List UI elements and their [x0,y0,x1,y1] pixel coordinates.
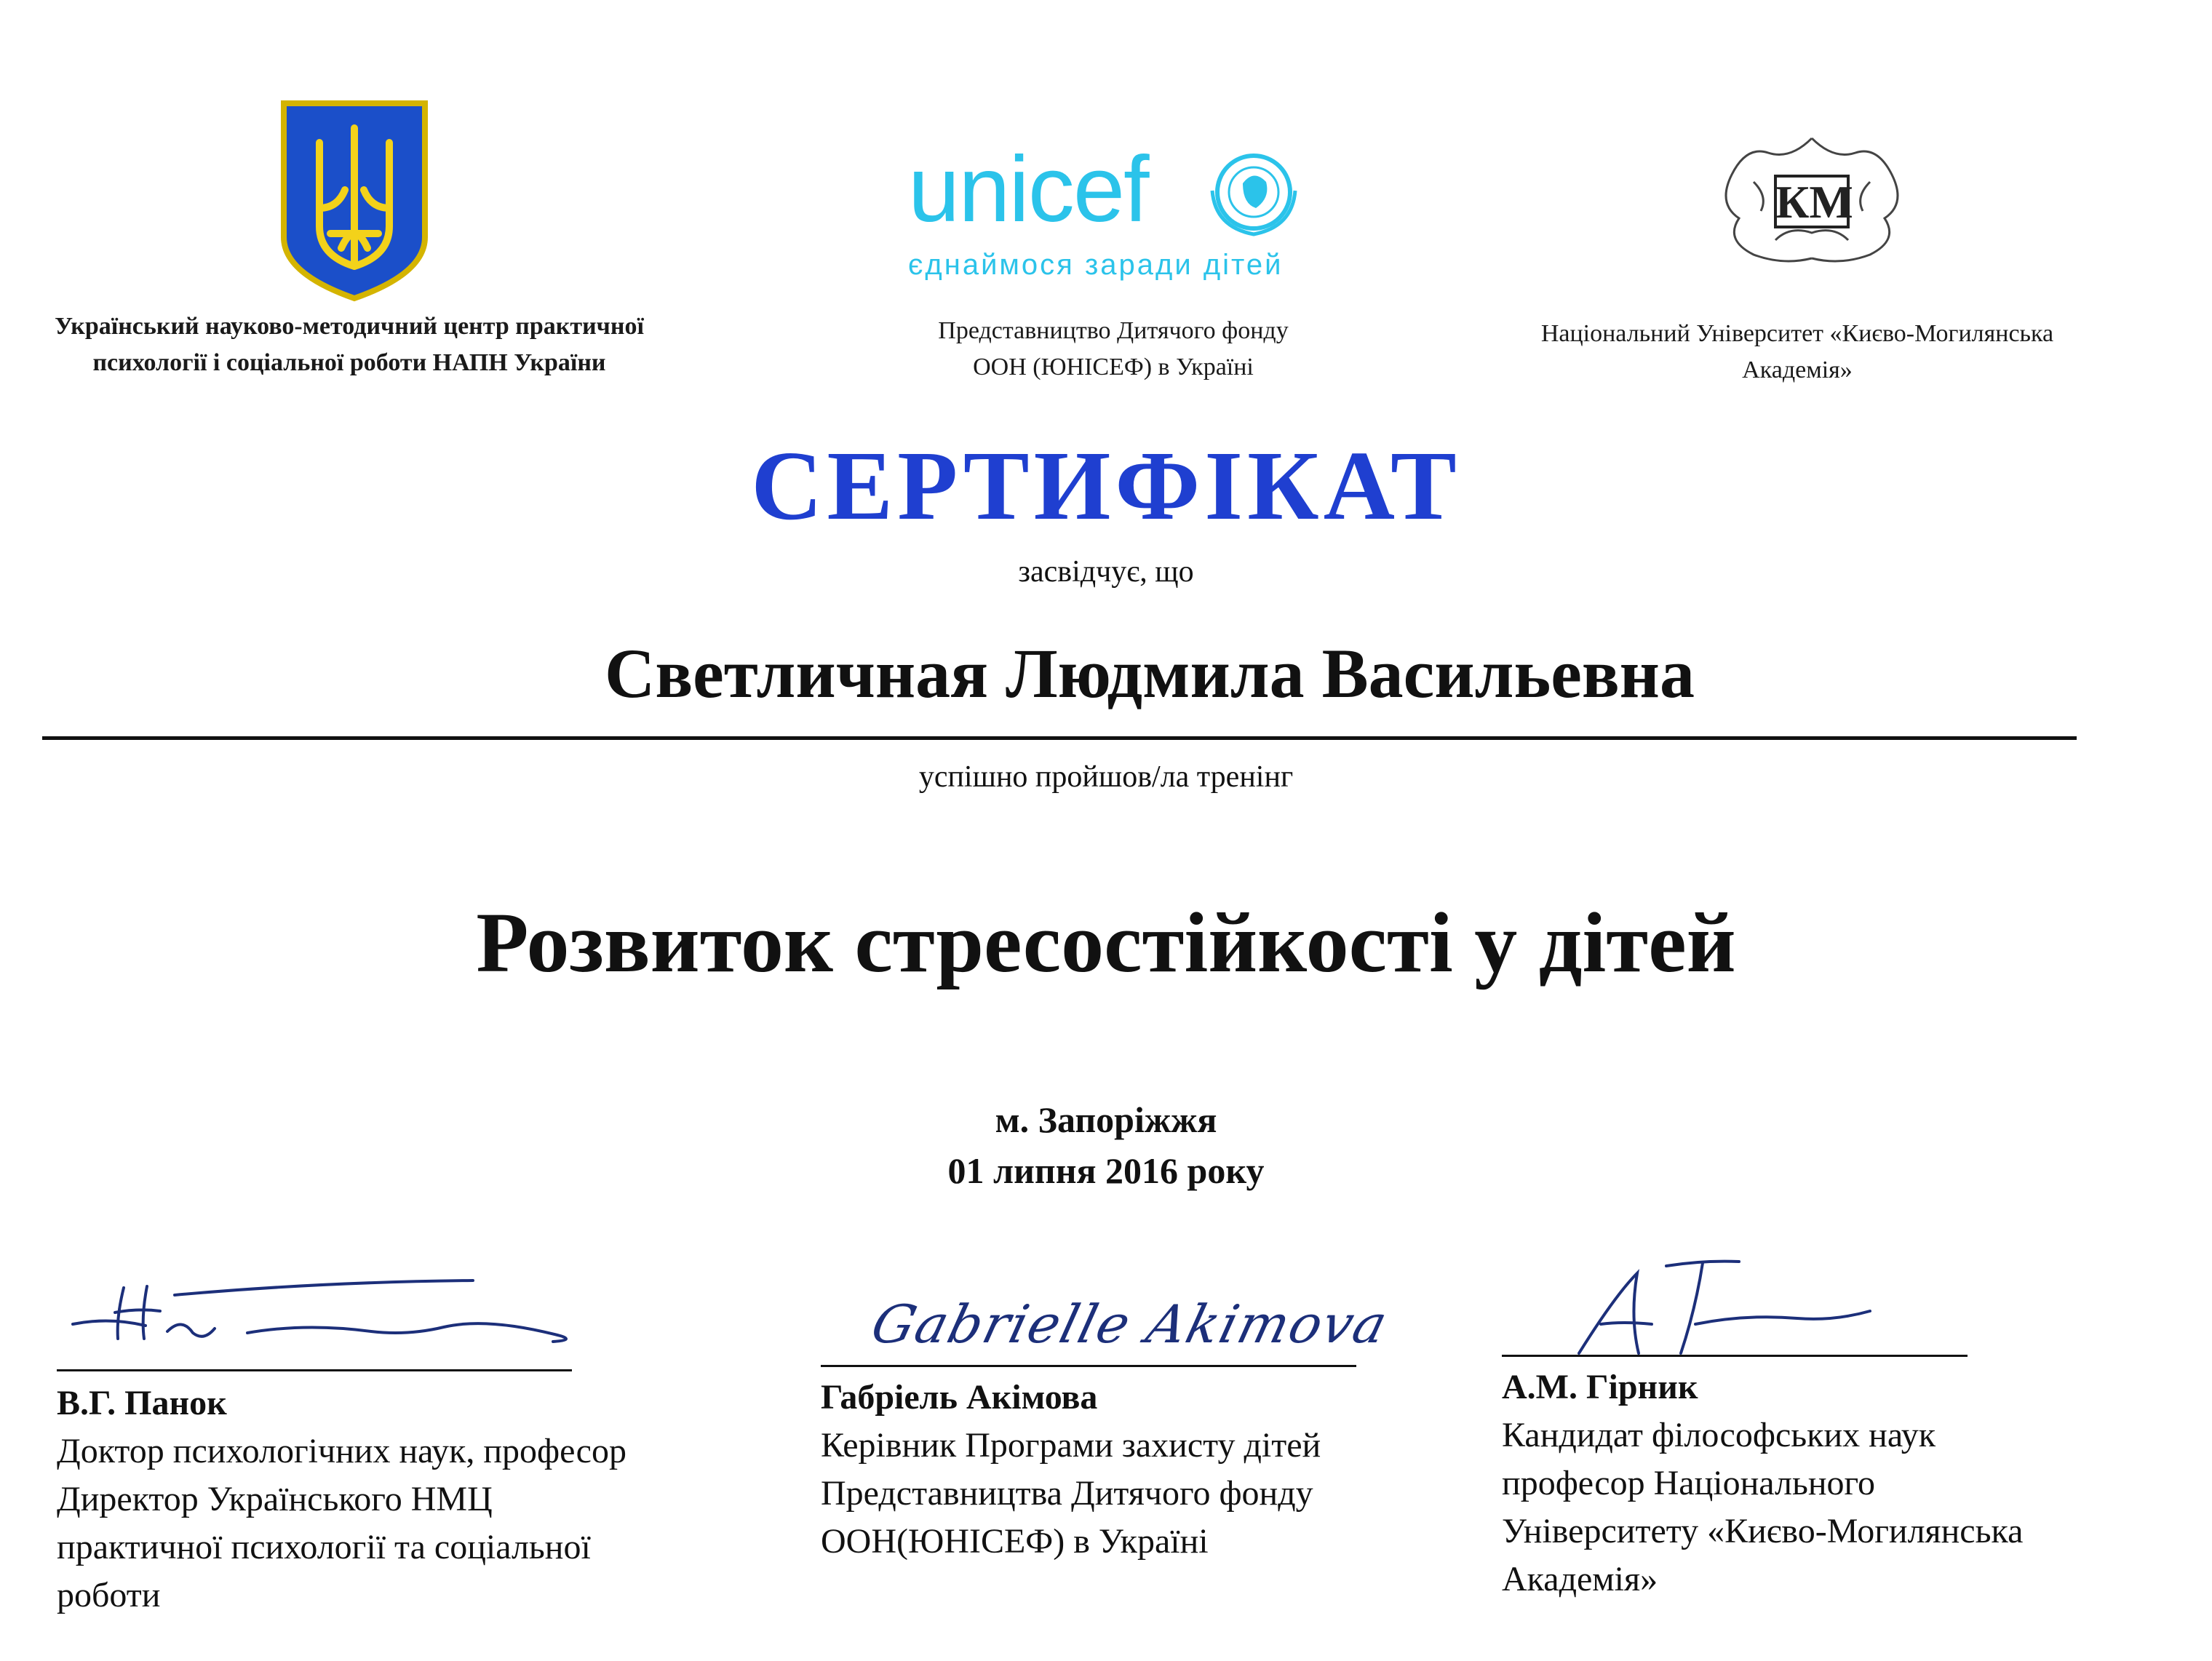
signature-left [65,1266,589,1353]
completed-text: успішно пройшов/ла тренінг [918,760,1294,794]
kma-monogram: КМ [1775,176,1853,228]
kma-logo [1703,131,1921,276]
recipient-name: Светличная Людмила Васильевна [605,634,1695,712]
date: 01 липня 2016 року [947,1150,1265,1191]
org-right-line-2: Академія» [1742,357,1853,383]
signer-title-line: Керівник Програми захисту дітей [821,1426,1321,1465]
certificate-title: СЕРТИФІКАТ [751,431,1461,541]
signer-title-line: Університету «Києво-Могилянська [1502,1512,2024,1550]
signer-title-line: професор Національного [1502,1464,1876,1502]
coat-of-arms-icon [279,99,429,303]
signer-name: В.Г. Панок [57,1384,227,1422]
signature-line-center [821,1365,1356,1367]
org-center-line-1: Представництво Дитячого фонду [938,317,1289,344]
signer-title-line: Доктор психологічних наук, професор [57,1432,626,1470]
org-caption-center [873,313,1353,386]
signer-center [821,1374,1461,1566]
signer-title-line: Директор Українського НМЦ [57,1480,493,1518]
signer-right [1502,1363,2186,1604]
unicef-wordmark: unicef [908,138,1148,242]
certifies-text: засвідчує, що [1018,555,1194,589]
signer-title-line: практичної психології та соціальної [57,1528,591,1566]
handwritten-signature: Gabrielle Akimova [865,1294,1395,1355]
signature-line-left [57,1369,572,1371]
training-title: Розвиток стресостійкості у дітей [476,895,1736,990]
unicef-logo [908,138,1316,295]
org-right-line-1: Національний Університет «Києво-Могилянська [1540,320,2054,347]
signer-title-line: ООН(ЮНІСЕФ) в Україні [821,1522,1209,1561]
signer-name: А.М. Гірник [1502,1368,1698,1406]
signer-left [57,1379,770,1620]
org-left-line-2: психології і соціальної роботи НАПН України [92,349,606,376]
org-left-line-1: Український науково-методичний центр практичної [55,313,644,340]
org-center-line-2: ООН (ЮНІСЕФ) в Україні [973,354,1254,381]
signature-center [844,1288,1397,1368]
name-underline [42,736,2077,740]
signer-name: Габріель Акімова [821,1378,1098,1417]
signer-title-line: Академія» [1502,1560,1658,1598]
unicef-emblem-icon [1199,147,1308,242]
signer-title-line: Кандидат філософських наук [1502,1416,1936,1454]
signature-right [1557,1251,1892,1368]
signature-line-right [1502,1355,1968,1357]
org-caption-right [1499,316,2096,389]
unicef-slogan: єднаймося заради дітей [908,249,1284,281]
signer-title-line: Представництва Дитячого фонду [821,1474,1313,1513]
org-caption-left [15,308,684,381]
signer-title-line: роботи [57,1576,161,1614]
city: м. Запоріжжя [995,1099,1217,1140]
